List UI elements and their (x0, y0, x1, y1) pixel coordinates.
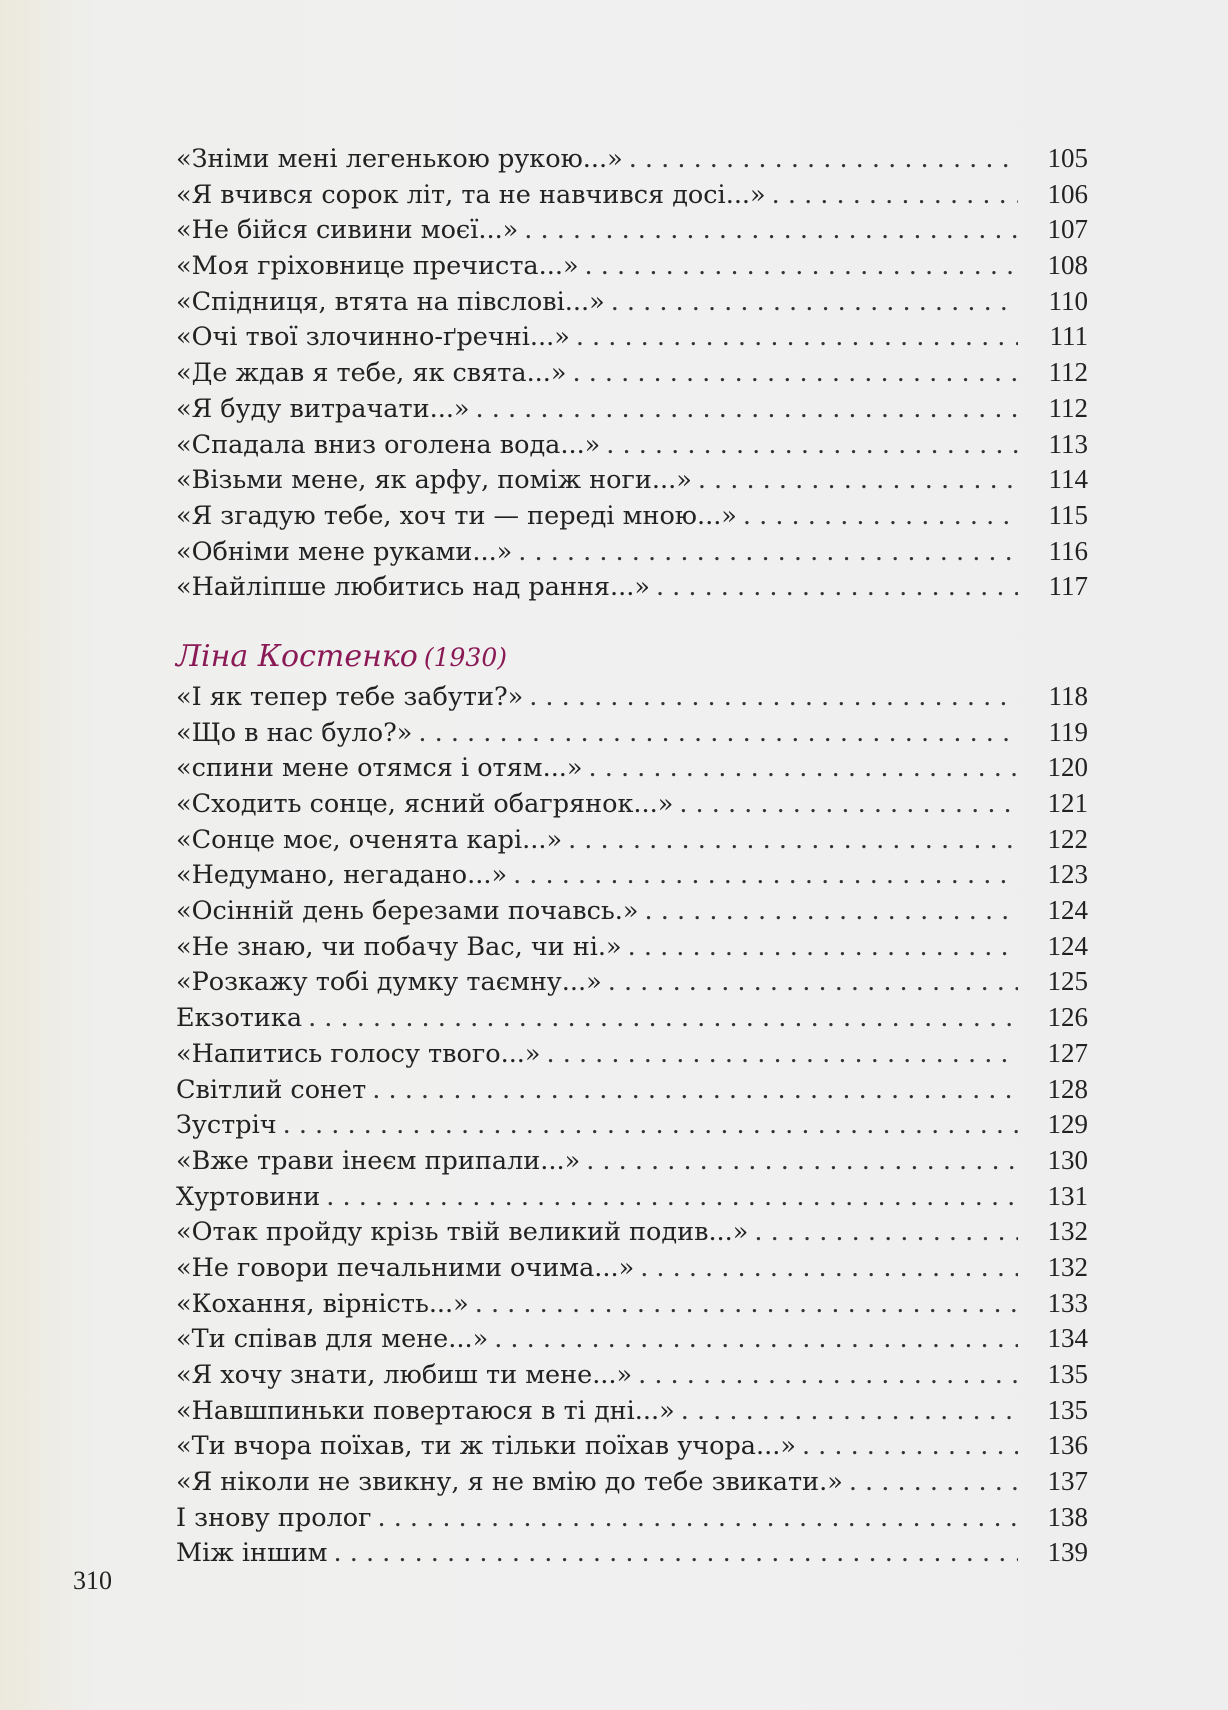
toc-entry (176, 1393, 1088, 1429)
dot-leader (656, 570, 1018, 606)
toc-entry-page: 114 (1048, 464, 1088, 495)
toc-entry-title: «Моя гріховнице пречиста...» (176, 251, 579, 282)
toc-entry (176, 929, 1088, 965)
toc-entry (176, 1500, 1088, 1536)
toc-entry-title: «Я згадую тебе, хоч ти — переді мною...» (176, 500, 737, 531)
toc-entry-page: 108 (1047, 250, 1088, 281)
toc-entry (176, 857, 1088, 893)
toc-entry-title: «І як тепер тебе забути?» (176, 681, 524, 712)
dot-leader (418, 716, 1018, 752)
dot-leader (645, 894, 1018, 930)
toc-entry-page: 123 (1047, 859, 1088, 890)
toc-entry-page: 139 (1047, 1537, 1088, 1568)
toc-entry-title: «Навшпиньки повертаюся в ті дні...» (176, 1395, 675, 1426)
toc-entry-page: 132 (1047, 1251, 1088, 1282)
toc-entry (176, 1143, 1088, 1179)
toc-entry-title: «Візьми мене, як арфу, поміж ноги...» (176, 465, 692, 496)
toc-entry (176, 1036, 1088, 1072)
dot-leader (513, 858, 1018, 894)
toc-entry (176, 462, 1088, 498)
dot-leader (372, 1073, 1018, 1109)
toc-entry-title: «Ти вчора поїхав, ти ж тільки поїхав учора...» (176, 1431, 796, 1462)
toc-entry-page: 120 (1047, 752, 1088, 783)
dot-leader (524, 213, 1018, 249)
dot-leader (679, 787, 1018, 823)
toc-entry (176, 1357, 1088, 1393)
dot-leader (606, 428, 1018, 464)
dot-leader (585, 249, 1018, 285)
dot-leader (572, 356, 1018, 392)
toc-entry-page: 112 (1048, 357, 1088, 388)
toc-entry-title: «Спідниця, втята на півслові...» (176, 286, 605, 317)
toc-entry-page: 131 (1047, 1180, 1088, 1211)
toc-entry-page: 129 (1047, 1109, 1088, 1140)
toc-entry (176, 319, 1088, 355)
toc-entry-title: «Очі твої злочинно-ґречні...» (176, 322, 570, 353)
toc-entry-title: «Найліпше любитись над рання...» (176, 572, 650, 603)
toc-entry-page: 117 (1048, 571, 1088, 602)
toc-entry-page: 124 (1047, 895, 1088, 926)
toc-entry-title: «Я ніколи не звикну, я не вмію до тебе звикати.» (176, 1467, 843, 1498)
dot-leader (640, 1251, 1018, 1287)
toc-entry-page: 135 (1047, 1359, 1088, 1389)
toc-entry-title: «Я хочу знати, любиш ти мене...» (176, 1360, 633, 1390)
dot-leader (308, 1001, 1018, 1037)
dot-leader (475, 1287, 1018, 1323)
toc-entry (176, 1321, 1088, 1357)
dot-leader (629, 142, 1018, 178)
dot-leader (608, 965, 1018, 1001)
toc-entry-title: «Зніми мені легенькою рукою...» (176, 144, 623, 174)
toc-entry (176, 391, 1088, 427)
toc-entry-title: «Я вчився сорок літ, та не навчився досі...» (176, 179, 766, 210)
toc-entry-page: 126 (1047, 1002, 1088, 1033)
toc-entry-page: 118 (1048, 680, 1088, 711)
toc-entry-title: «Не бійся сивини моєї...» (176, 215, 519, 246)
toc-entry-page: 122 (1047, 823, 1088, 854)
toc-entry (176, 750, 1088, 786)
toc-entry-page: 110 (1048, 285, 1088, 316)
dot-leader (586, 1144, 1018, 1180)
toc-entry-page: 112 (1048, 392, 1088, 423)
toc-entry-page: 119 (1048, 716, 1088, 747)
toc-entry (176, 1535, 1088, 1571)
toc-entry-page: 138 (1047, 1501, 1088, 1532)
dot-leader (849, 1465, 1018, 1501)
toc-entry-title: «Що в нас було?» (176, 717, 413, 748)
toc-entry (176, 1072, 1088, 1108)
dot-leader (568, 823, 1018, 859)
toc-entry-page: 121 (1047, 788, 1088, 818)
toc-entry (176, 212, 1088, 248)
toc-entry-page: 136 (1047, 1430, 1088, 1461)
toc-entry-title: «Я буду витрачати...» (176, 393, 470, 424)
toc-entry-title: «Розкажу тобі думку таємну...» (176, 967, 602, 998)
toc-entry (176, 822, 1088, 858)
toc-entry (176, 964, 1088, 1000)
toc-entry (176, 786, 1088, 822)
toc-entry (176, 1464, 1088, 1500)
toc-entry-page: 124 (1047, 930, 1088, 961)
toc-entry-page: 111 (1049, 321, 1088, 352)
dot-leader (698, 463, 1018, 499)
dot-leader (547, 1037, 1018, 1073)
toc-entry-title: «Не говори печальними очима...» (176, 1252, 635, 1283)
toc-entry-title: Хуртовини (176, 1181, 321, 1212)
dot-leader (518, 535, 1018, 571)
toc-entry-title: І знову пролог (176, 1502, 372, 1533)
dot-leader (326, 1180, 1018, 1216)
toc-entry-title: «Кохання, вірність...» (176, 1288, 469, 1319)
toc-entry (176, 1107, 1088, 1143)
dot-leader (628, 930, 1018, 966)
toc-entry-page: 105 (1047, 143, 1088, 173)
dot-leader (529, 680, 1018, 716)
toc-entry (176, 284, 1088, 320)
toc-entry-page: 132 (1047, 1216, 1088, 1247)
toc-entry-page: 116 (1048, 535, 1088, 566)
toc-entry (176, 1214, 1088, 1250)
toc-entry (176, 893, 1088, 929)
toc-entry-page: 127 (1047, 1037, 1088, 1068)
dot-leader (638, 1358, 1018, 1394)
toc-entry-title: «Осінній день березами почавсь.» (176, 896, 639, 927)
dot-leader (589, 751, 1018, 787)
page-number: 310 (73, 1566, 112, 1595)
dot-leader (476, 392, 1018, 428)
toc-entry-page: 115 (1048, 499, 1088, 530)
toc-entry (176, 355, 1088, 391)
toc-list-top (176, 141, 1088, 605)
toc-entry-page: 113 (1048, 428, 1088, 459)
toc-entry (176, 177, 1088, 213)
toc-entry-page: 137 (1047, 1466, 1088, 1497)
toc-entry-page: 128 (1047, 1073, 1088, 1104)
toc-entry-title: «Де ждав я тебе, як свята...» (176, 358, 567, 389)
toc-entry-title: «Отак пройду крізь твій великий подив...» (176, 1217, 749, 1248)
dot-leader (494, 1322, 1018, 1358)
toc-entry-page: 125 (1047, 966, 1088, 997)
dot-leader (754, 1215, 1018, 1251)
dot-leader (802, 1429, 1018, 1465)
dot-leader (283, 1108, 1018, 1144)
dot-leader (681, 1394, 1018, 1430)
toc-entry-page: 133 (1047, 1287, 1088, 1318)
toc-list-bottom (176, 679, 1088, 1571)
section-years: (1930) (423, 642, 507, 672)
dot-leader (743, 499, 1018, 535)
toc-entry-title: Екзотика (176, 1003, 303, 1034)
toc-entry-title: «Ти співав для мене...» (176, 1324, 489, 1355)
section-author: Ліна Костенко (176, 638, 418, 674)
dot-leader (611, 285, 1018, 321)
toc-entry (176, 1000, 1088, 1036)
toc-entry-page: 130 (1047, 1144, 1088, 1175)
toc-entry-title: «Сходить сонце, ясний обагрянок...» (176, 789, 674, 819)
toc-entry-title: «Не знаю, чи побачу Вас, чи ні.» (176, 931, 622, 962)
toc-entry (176, 569, 1088, 605)
toc-entry-title: «Вже трави інеєм припали...» (176, 1145, 581, 1176)
dot-leader (772, 178, 1018, 214)
dot-leader (377, 1501, 1018, 1537)
toc-entry (176, 534, 1088, 570)
toc-entry (176, 1428, 1088, 1464)
toc-entry-title: «Недумано, негадано...» (176, 860, 508, 891)
section-heading (176, 635, 1088, 679)
toc-entry-page: 106 (1047, 178, 1088, 209)
toc-entry-title: «спини мене отямся і отям...» (176, 753, 583, 784)
toc-entry (176, 679, 1088, 715)
toc-entry-page: 135 (1047, 1394, 1088, 1425)
toc-entry-page: 134 (1047, 1323, 1088, 1354)
toc-entry-page: 107 (1047, 214, 1088, 245)
toc-entry-title: Світлий сонет (176, 1074, 367, 1105)
toc-entry (176, 1286, 1088, 1322)
toc-entry (176, 715, 1088, 751)
toc-entry (176, 1250, 1088, 1286)
toc-entry (176, 141, 1088, 177)
toc-entry (176, 248, 1088, 284)
toc-entry (176, 498, 1088, 534)
toc-entry (176, 427, 1088, 463)
toc-entry (176, 1179, 1088, 1215)
dot-leader (576, 320, 1018, 356)
toc-entry-title: «Спадала вниз оголена вода...» (176, 429, 601, 460)
toc-entry-title: «Напитись голосу твого...» (176, 1038, 541, 1069)
table-of-contents (176, 141, 1088, 1571)
toc-entry-title: «Сонце моє, оченята карі...» (176, 824, 563, 855)
toc-entry-title: Між іншим (176, 1538, 328, 1569)
toc-entry-title: «Обніми мене руками...» (176, 536, 513, 567)
toc-entry-title: Зустріч (176, 1110, 277, 1141)
dot-leader (334, 1536, 1018, 1572)
